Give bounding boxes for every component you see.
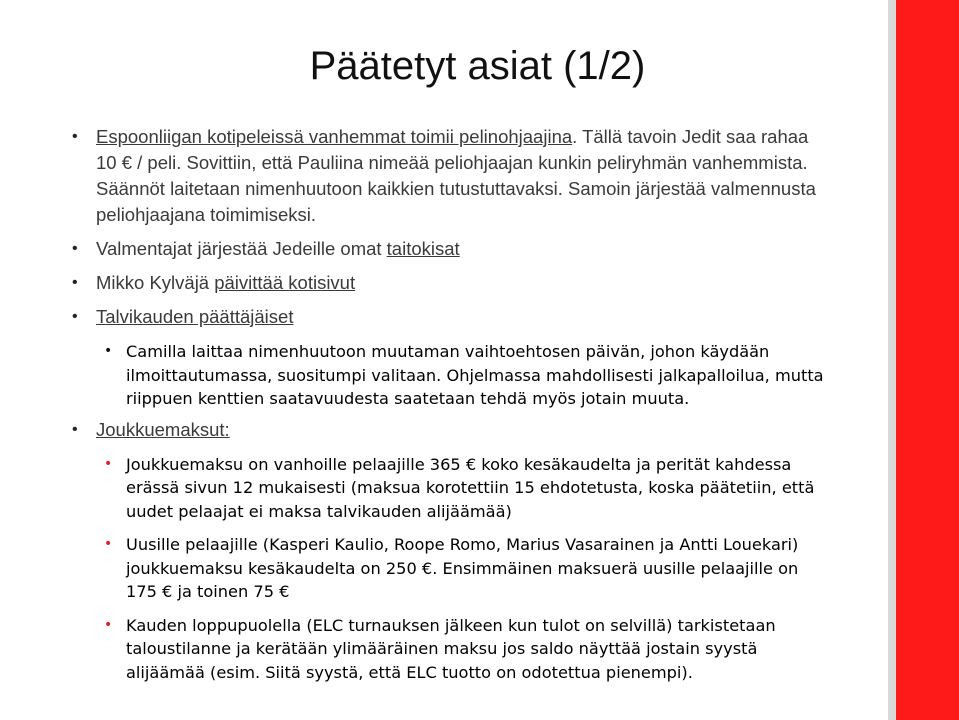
bullet-text: Mikko Kylväjä — [96, 272, 215, 293]
sub-bullet-item — [72, 453, 832, 524]
sub-bullet-item — [72, 340, 832, 411]
bullet-item — [72, 304, 832, 330]
bullet-icon: • — [72, 274, 78, 291]
bullet-icon: • — [72, 308, 78, 325]
sub-bullet-text: Uusille pelaajille (Kasperi Kaulio, Roope Romo, Marius Vasarainen ja Antti Louekari) joukkuemaksu kesäkaudelta on 250 €. Ensimmäinen maksuerä uusille pelaajille on 175 € ja toinen 75 € — [126, 535, 799, 601]
slide-title: Päätetyt asiat (1/2) — [309, 44, 646, 88]
currency-symbol: € — [121, 152, 133, 173]
bullet-item — [72, 270, 832, 296]
bullet-text: . Tällä tavoin Jedit saa rahaa 10 — [96, 126, 809, 173]
bullet-text: / peli. Sovittiin, että Pauliina nimeää peliohjaajan kunkin peliryhmän vanhemmista. Säännöt laitetaan nimenhuutoon kaikkien tutustuttavaksi. Samoin järjestää valmennusta peliohjaajana toimimiseksi. — [96, 152, 816, 225]
bullet-text: Valmentajat järjestää Jedeille omat — [96, 238, 387, 259]
sub-bullet-icon: • — [104, 343, 113, 359]
sub-bullet-item — [72, 533, 832, 604]
side-bar-edge — [888, 0, 896, 720]
bullet-item — [72, 236, 832, 262]
sub-bullet-icon: • — [104, 536, 113, 552]
sub-bullet-item — [72, 614, 832, 685]
bullet-item — [72, 124, 832, 228]
sub-bullet-text: Camilla laittaa nimenhuutoon muutaman vaihtoehtosen päivän, johon käydään ilmoittautumassa, suositumpi valitaan. Ohjelmassa mahdollisesti jalkapalloilua, mutta riippuen kenttien saatavuudesta saatetaan tehdä myös jotain muuta. — [126, 342, 824, 408]
bullet-link[interactable]: taitokisat — [386, 238, 460, 259]
sub-bullet-text: Kauden loppupuolella (ELC turnauksen jälkeen kun tulot on selvillä) tarkistetaan taloustilanne ja kerätään ylimääräinen maksu jos saldo näyttää jostain syystä alijäämää (esim. Siitä syystä, että ELC tuotto on odotettua pienempi). — [126, 615, 776, 682]
bullet-icon: • — [72, 128, 78, 145]
bullet-icon: • — [72, 420, 78, 438]
side-bar-red — [896, 0, 959, 720]
bullet-heading-link[interactable]: Joukkuemaksut: — [96, 418, 230, 440]
sub-bullet-icon: • — [104, 616, 113, 633]
bullet-link[interactable]: Espoonliigan kotipeleissä vanhemmat toimii pelinohjaajina — [96, 126, 573, 147]
slide-content — [72, 124, 832, 684]
bullet-heading-link[interactable]: Talvikauden päättäjäiset — [96, 306, 294, 327]
bullet-item — [72, 417, 832, 443]
sub-bullet-icon: • — [104, 455, 113, 472]
bullet-icon: • — [72, 240, 78, 257]
bullet-link[interactable]: päivittää kotisivut — [214, 272, 356, 293]
sub-bullet-text: Joukkuemaksu on vanhoille pelaajille 365 € koko kesäkaudelta ja perität kahdessa erässä sivun 12 mukaisesti (maksua korotettiin 15 ehdotetusta, koska päätetiin, että uudet pelaajat ei maksa talvikauden alijäämää) — [126, 454, 815, 521]
